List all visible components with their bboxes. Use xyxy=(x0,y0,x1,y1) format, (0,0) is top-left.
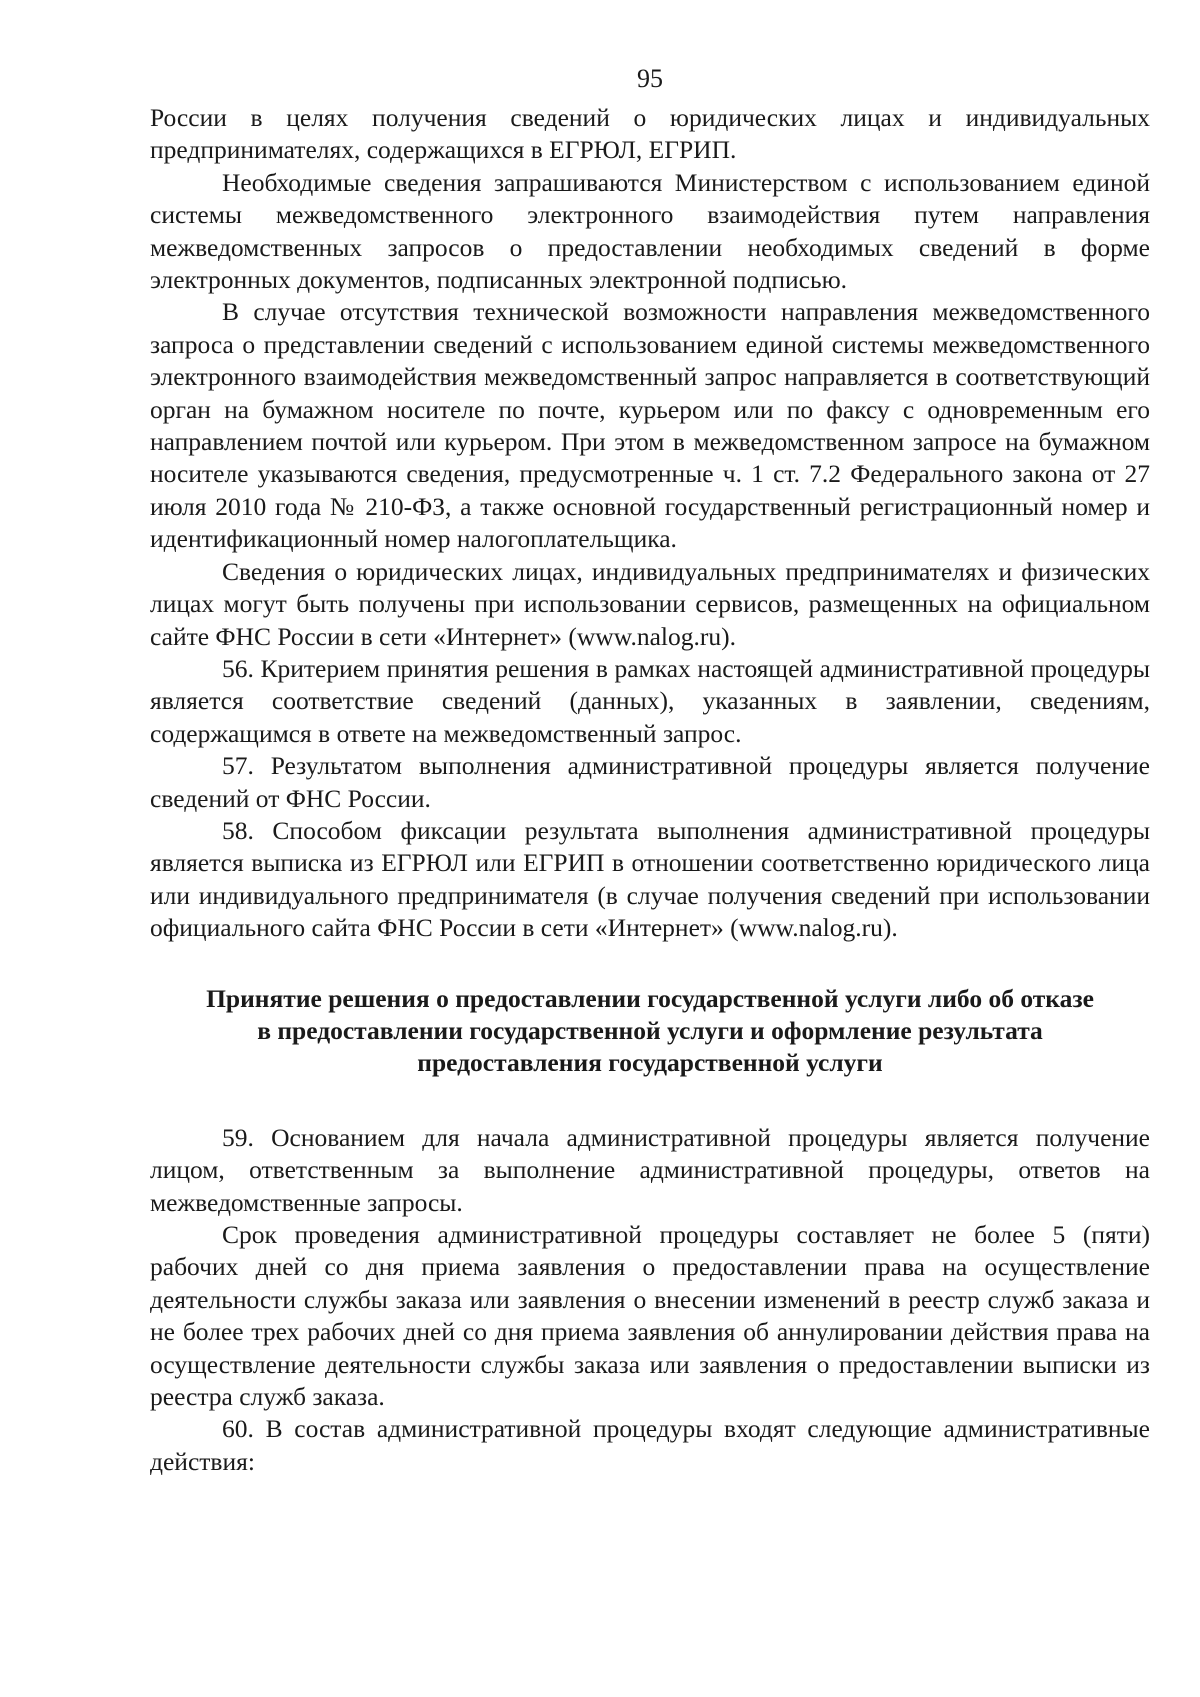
page-number: 95 xyxy=(637,64,663,93)
paragraph-item-59: 59. Основанием для начала административной процедуры является получение лицом, ответственным за выполнение административной процедуры, ответов на межведомственные запросы. xyxy=(150,1122,1150,1217)
section-heading-line-1: Принятие решения о предоставлении государственной услуги либо об отказе xyxy=(206,983,1094,1013)
paragraph-fns-services: Сведения о юридических лицах, индивидуальных предпринимателях и физических лицах могут быть получены при использовании сервисов, размещенных на официальном сайте ФНС России в сети «Интернет» (www.nalog.ru). xyxy=(150,556,1150,651)
document-page xyxy=(150,64,1150,1478)
paragraph-continuation: России в целях получения сведений о юридических лицах и индивидуальных предпринимателях, содержащихся в ЕГРЮЛ, ЕГРИП. xyxy=(150,103,1150,165)
section-heading-line-3: предоставления государственной услуги xyxy=(417,1048,883,1078)
paragraph-item-60: 60. В состав административной процедуры входят следующие административные действия: xyxy=(150,1414,1150,1476)
paragraph-item-57: 57. Результатом выполнения административной процедуры является получение сведений от ФНС России. xyxy=(150,751,1150,813)
paragraph-paper-request: В случае отсутствия технической возможности направления межведомственного запроса о представлении сведений с использованием единой системы межведомственного электронного взаимодействия межведомственный запрос направляется в соответствующий орган на бумажном носителе по почте, курьером или по факсу с одновременным его направлением почтой или курьером. При этом в межведомственном запросе на бумажном носителе указываются сведения, предусмотренные ч. 1 ст. 7.2 Федерального закона от 27 июля 2010 года № 210-ФЗ, а также основной государственный регистрационный номер и идентификационный номер налогоплательщика. xyxy=(150,297,1150,554)
paragraph-interagency-requests: Необходимые сведения запрашиваются Министерством с использованием единой системы межведомственного электронного взаимодействия путем направления межведомственных запросов о предоставлении необходимых сведений в форме электронных документов, подписанных электронной подписью. xyxy=(150,167,1150,295)
section-heading xyxy=(150,983,1150,1080)
paragraph-procedure-term: Срок проведения административной процедуры составляет не более 5 (пяти) рабочих дней со дня приема заявления о предоставлении права на осуществление деятельности службы заказа или заявления о внесении изменений в реестр служб заказа и не более трех рабочих дней со дня приема заявления об аннулировании действия права на осуществление деятельности службы заказа или заявления о предоставлении выписки из реестра служб заказа. xyxy=(150,1220,1150,1412)
paragraph-item-58: 58. Способом фиксации результата выполнения административной процедуры является выписка из ЕГРЮЛ или ЕГРИП в отношении соответственно юридического лица или индивидуального предпринимателя (в случае получения сведений при использовании официального сайта ФНС России в сети «Интернет» (www.nalog.ru). xyxy=(150,815,1150,943)
section-heading-line-2: в предоставлении государственной услуги и оформление результата xyxy=(257,1015,1043,1045)
paragraph-item-56: 56. Критерием принятия решения в рамках настоящей административной процедуры является соответствие сведений (данных), указанных в заявлении, сведениям, содержащимся в ответе на межведомственный запрос. xyxy=(150,653,1150,748)
